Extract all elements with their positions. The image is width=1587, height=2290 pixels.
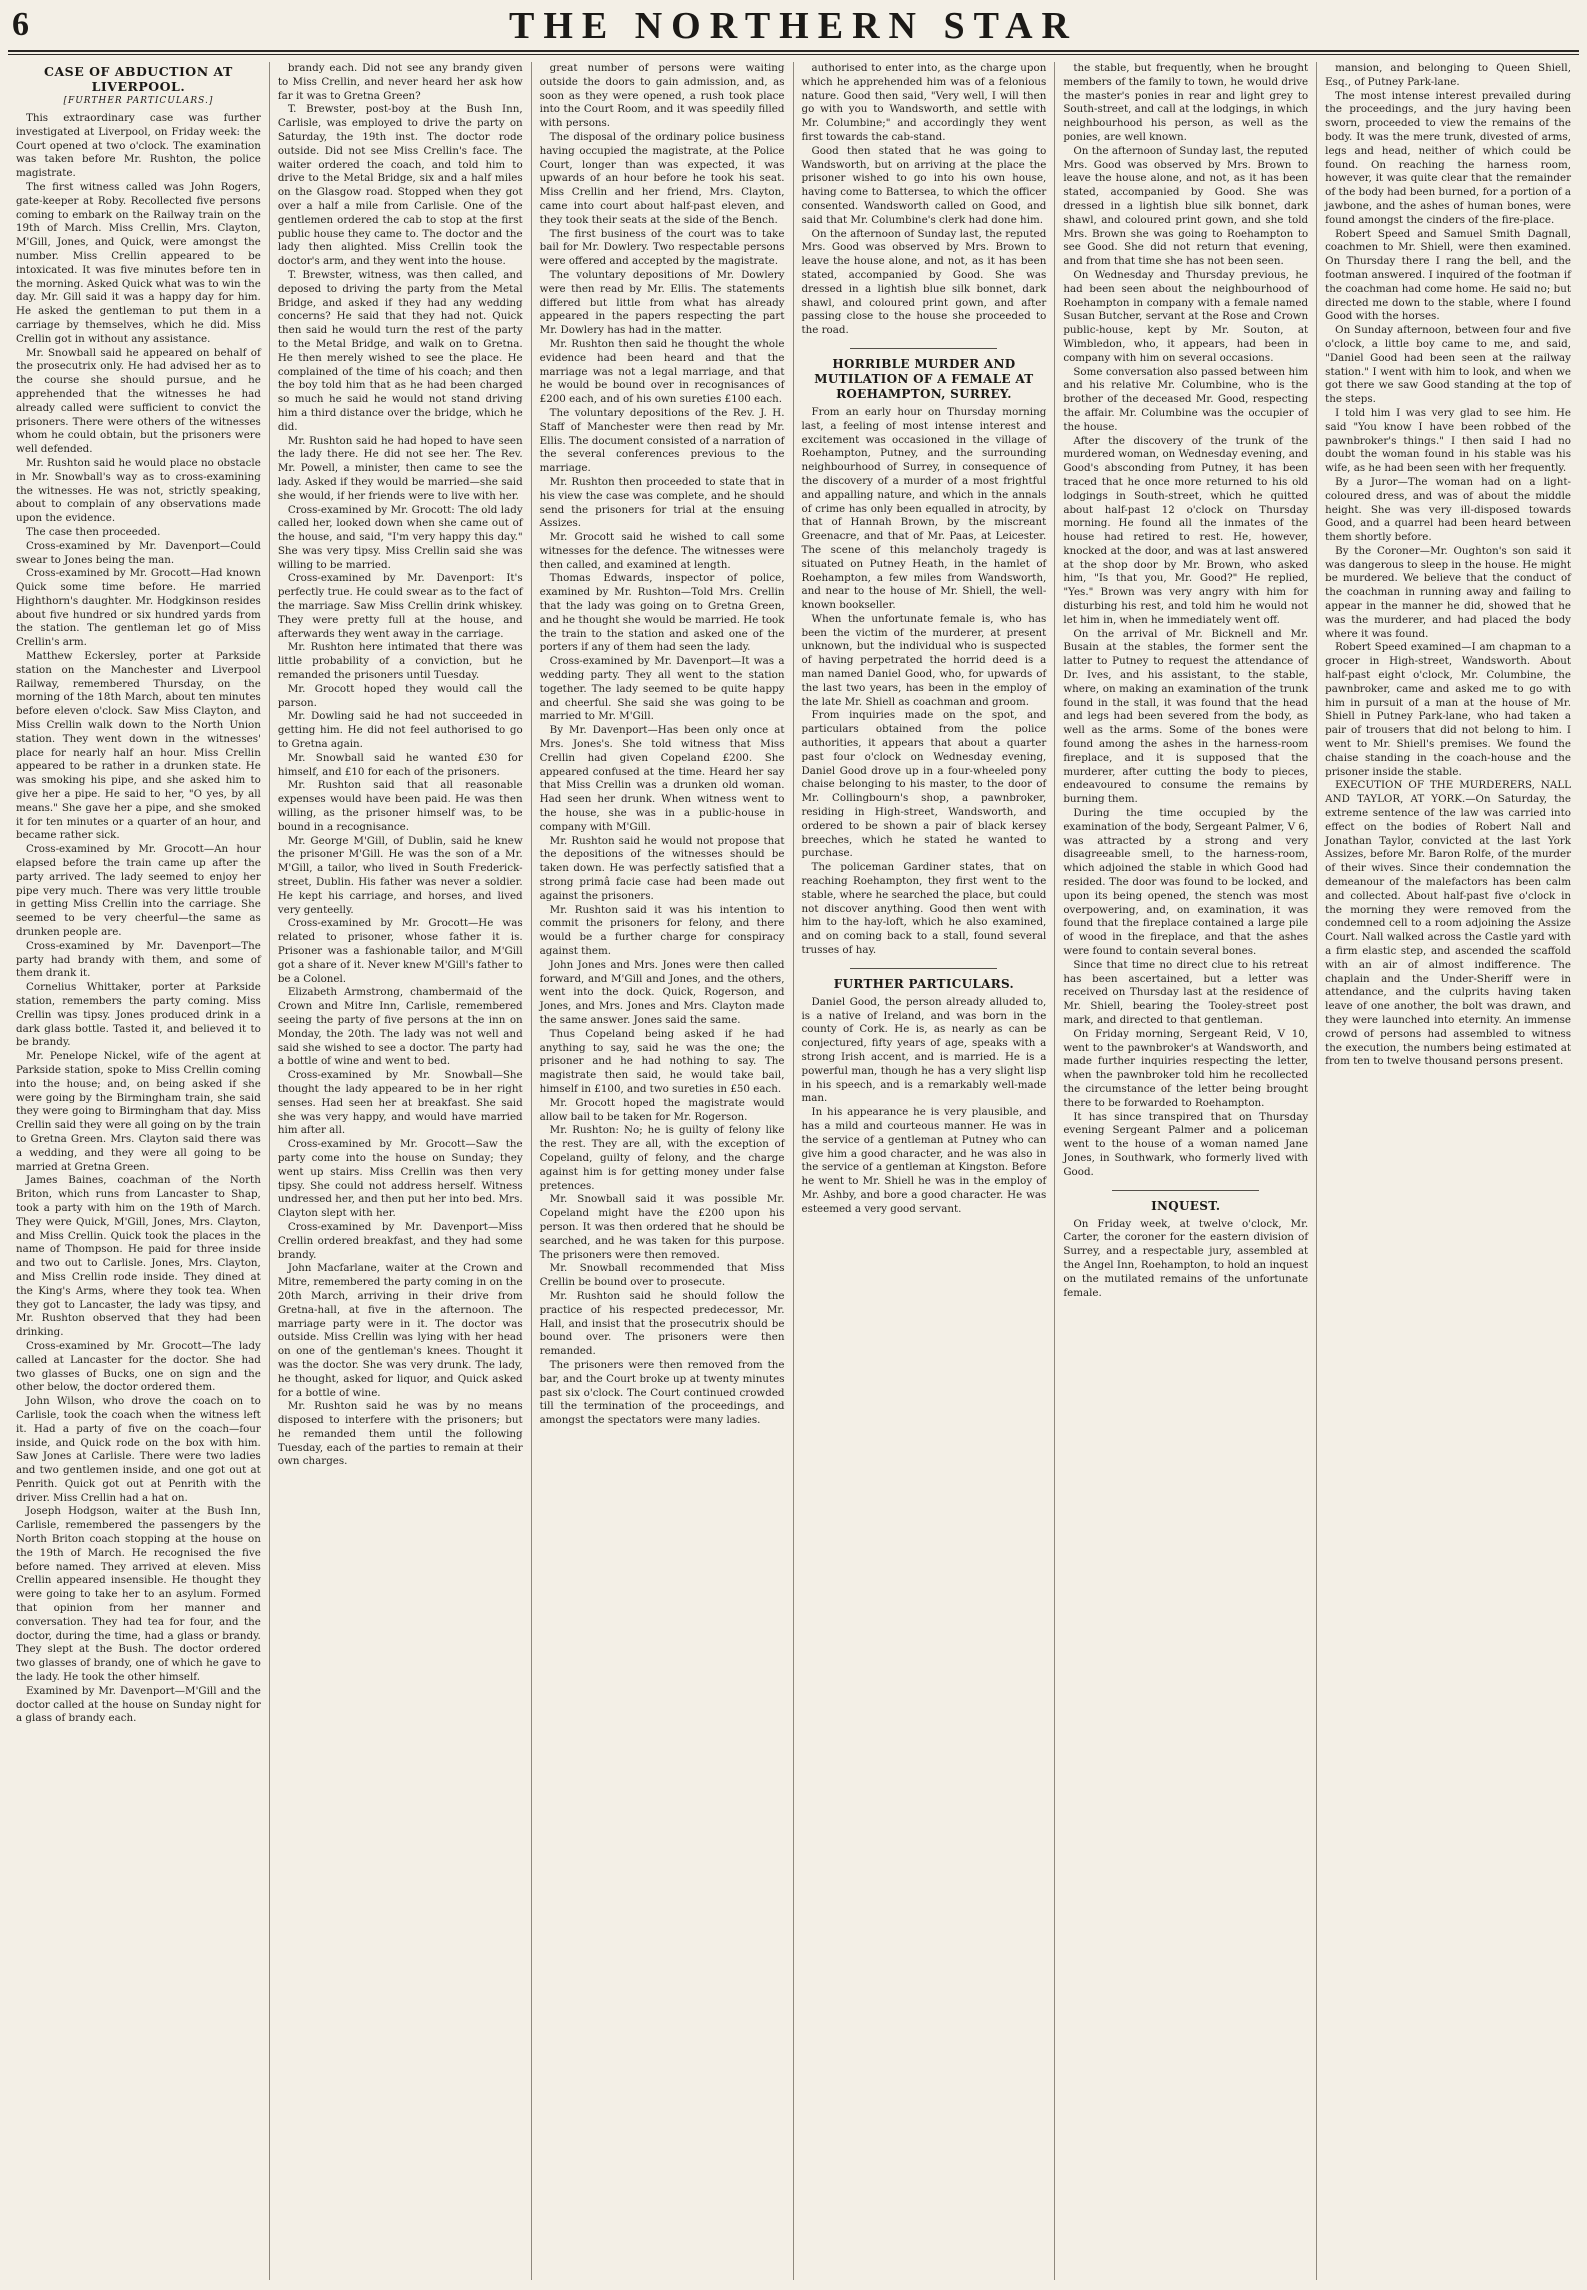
paragraph: Elizabeth Armstrong, chambermaid of the Crown and Mitre Inn, Carlisle, remembered seeing the party of five persons at the inn on Monday, the 20th. The lady was not well and said she wished to see a doctor. The party had a bottle of wine and went to bed. [277,986,523,1068]
paragraph: Examined by Mr. Davenport—M'Gill and the doctor called at the house on Sunday night for a glass of brandy each. [16,1684,261,1725]
paragraph: From an early hour on Thursday morning last, a feeling of most intense interest and excitement was occasioned in the village of Roehampton, Putney, and the surrounding neighbourhood of Surrey, in consequence of the discovery of a murder of a most frightful and appalling nature, and which in the annals of crime has only been equalled in atrocity, by that of Hannah Brown, by the miscreant Greenacre, and that of Mr. Paas, at Leicester. The scene of this melancholy tragedy is situated on Putney Heath, in the hamlet of Roehampton, a few miles from Wandsworth, and near to the house of Mr. Shiell, the well-known bookseller. [801,405,1047,612]
article-headline: CASE OF ABDUCTION AT LIVERPOOL. [44,64,233,94]
paragraph: Some conversation also passed between him and his relative Mr. Columbine, who is the brother of the deceased Mr. Good, respecting the affair. Mr. Columbine was the occupier of the house. [1063,365,1309,433]
paragraph: Cross-examined by Mr. Grocott: The old lady called her, looked down when she came out of the house, and said, "I'm very happy this day." She was very tipsy. Miss Crellin said she was willing to be married. [277,503,523,571]
paragraph: On Friday morning, Sergeant Reid, V 10, went to the pawnbroker's at Wandsworth, and made further inquiries respecting the letter, when the pawnbroker told him he recollected the circumstance of the letter being brought there to be forwarded to Roehampton. [1063,1027,1309,1109]
paragraph: Mr. Rushton then proceeded to state that in his view the case was complete, and he should send the prisoners for trial at the ensuing Assizes. [539,475,785,530]
paragraph: Mr. George M'Gill, of Dublin, said he knew the prisoner M'Gill. He was the son of a Mr. M'Gill, a tailor, who lived in South Frederick-street, Dublin. His father was never a soldier. He kept his carriage, and horses, and lived very genteelly. [277,834,523,916]
paragraph: Mr. Rushton then said he thought the whole evidence had been heard and that the marriage was not a legal marriage, and that he would be bound over in recognisances of £200 each, and of his own sureties £100 each. [539,337,785,406]
paragraph: Mr. Snowball said it was possible Mr. Copeland might have the £200 upon his person. It was then ordered that he should be searched, and he was taken for this purpose. The prisoners were then removed. [539,1193,785,1261]
paragraph: Cross-examined by Mr. Grocott—An hour elapsed before the train came up after the party arrived. The lady seemed to enjoy her pipe very much. There was very little trouble in getting Miss Crellin into the carriage. She seemed to be very cheerful—the same as drunken people are. [16,843,261,939]
paragraph: Mr. Rushton: No; he is guilty of felony like the rest. They are all, with the exception of Copeland, guilty of felony, and the charge against him is for getting money under false pretences. [539,1124,785,1192]
paragraph: Mr. Grocott hoped they would call the parson. [277,682,523,709]
story-headline: HORRIBLE MURDER AND MUTILATION OF A FEMALE AT ROEHAMPTON, SURREY. [814,356,1034,401]
masthead-rule-thin [8,54,1579,55]
paragraph: Mr. Snowball said he appeared on behalf of the prosecutrix only. He had advised her as to the course she should pursue, and he apprehended that the witnesses he had already called were sufficient to convict the prisoners. There were others of the witnesses whom he could obtain, but the prisoners were well defended. [16,346,261,456]
paragraph: Cornelius Whittaker, porter at Parkside station, remembers the party coming. Miss Crellin was tipsy. Jones produced drink in a dark glass bottle. Tasted it, and believed it to be brandy. [16,981,261,1049]
paragraph: The case then proceeded. [26,525,161,538]
paragraph: On the afternoon of Sunday last, the reputed Mrs. Good was observed by Mrs. Brown to leave the house alone, and not, as it has been stated, accompanied by Good. She was dressed in a lightish blue silk bonnet, dark shawl, and coloured print gown, and she told Mrs. Brown she was going to Roehampton to see Good. She did not return that evening, and from that time she has not been seen. [1063,144,1309,268]
section-divider [850,968,997,969]
newspaper-title: THE NORTHERN STAR [508,5,1079,47]
paragraph: This extraordinary case was further investigated at Liverpool, on Friday week: the Court opened at two o'clock. The examination was taken before Mr. Rushton, the police magistrate. [16,112,261,180]
paragraph: Cross-examined by Mr. Grocott—He was related to prisoner, whose father it is. Prisoner was a fashionable tailor, and M'Gill got a share of it. Never knew M'Gill's father to be a Colonel. [277,917,523,985]
paragraph: Mr. Grocott hoped the magistrate would allow bail to be taken for Mr. Rogerson. [539,1096,785,1123]
column-4 [794,62,1056,2280]
section-divider [1112,1190,1259,1191]
paragraph: Mr. Dowling said he had not succeeded in getting him. He did not feel authorised to go to Gretna again. [277,710,523,751]
column-1 [8,62,270,2280]
paragraph: On the afternoon of Sunday last, the reputed Mrs. Good was observed by Mrs. Brown to leave the house alone, and not, as it has been stated, accompanied by Good. She was dressed in a lightish blue silk bonnet, dark shawl, and coloured print gown, and after passing close to the house she proceeded to the road. [801,227,1047,337]
paragraph: When the unfortunate female is, who has been the victim of the murderer, at present unknown, but the individual who is suspected of having perpetrated the horrid deed is a man named Daniel Good, who, for upwards of the last two years, has been in the employ of the late Mr. Shiell as coachman and groom. [801,612,1047,708]
paragraph: Cross-examined by Mr. Snowball—She thought the lady appeared to be in her right senses. Had seen her at breakfast. She said she was very happy, and would have married him after all. [277,1069,523,1137]
paragraph: The voluntary depositions of the Rev. J. H. Staff of Manchester were then read by Mr. Ellis. The document consisted of a narration of the several conferences previous to the marriage. [539,406,785,475]
paragraph: The disposal of the ordinary police business having occupied the magistrate, at the Police Court, longer than was expected, it was upwards of an hour before he took his seat. Miss Crellin and her friend, Mrs. Clayton, came into court about half-past eleven, and they took their seats at the side of the Bench. [539,130,785,226]
paragraph: Mr. Rushton here intimated that there was little probability of a conviction, but he remanded the prisoners until Tuesday. [277,641,523,682]
paragraph: By Mr. Davenport—Has been only once at Mrs. Jones's. She told witness that Miss Crellin had given Copeland £200. She appeared confused at the time. Heard her say that Miss Crellin was a drunken old woman. Had seen her drunk. When witness went to the house, she was in a public-house in company with M'Gill. [539,724,785,833]
paragraph: On Wednesday and Thursday previous, he had been seen about the neighbourhood of Roehampton in company with a female named Susan Butcher, servant at the Rose and Crown public-house, kept by Mr. Souton, at Wimbledon, who, it appears, had been in company with him on several occasions. [1063,268,1309,364]
paragraph: On the arrival of Mr. Bicknell and Mr. Busain at the stables, the former sent the latter to Putney to request the attendance of Dr. Ives, and his assistant, to the stable, where, on making an examination of the trunk found in the stall, it was found that the head and legs had been severed from the body, as well as the arms. Some of the bones were found among the ashes in the harness-room fireplace, and it is supposed that the murderer, after cutting the body to pieces, endeavoured to consume the remains by burning them. [1063,627,1309,806]
paragraph: Cross-examined by Mr. Grocott—The lady called at Lancaster for the doctor. She had two glasses of Bucks, one on sign and the other below, the doctor ordered them. [16,1339,261,1394]
paragraph: T. Brewster, post-boy at the Bush Inn, Carlisle, was employed to drive the party on Saturday, the 19th inst. The doctor rode outside. Did not see Miss Crellin's face. The waiter ordered the coach, and told him to drive to the Metal Bridge, six and a half miles on the Glasgow road. Stopped when they got over a half a mile from Carlisle. One of the gentlemen ordered the cab to stop at the first public house they came to. The doctor and the lady then alighted. Miss Crellin took the doctor's arm, and they went into the house. [277,103,523,268]
paragraph: After the discovery of the trunk of the murdered woman, on Wednesday evening, and Good's absconding from Putney, it has been traced that he once more returned to his old lodgings in South-street, which he quitted about half-past 12 o'clock on Thursday morning. He found all the inmates of the house had retired to rest. He, however, knocked at the door, and was at last answered at the shop door by Mr. Brown, who asked him, "Is that you, Mr. Good?" He replied, "Yes." Brown was very angry with him for disturbing his rest, and told him he would not let him in, when he immediately went off. [1063,434,1309,626]
column-5 [1055,62,1317,2280]
paragraph: During the time occupied by the examination of the body, Sergeant Palmer, V 6, was attracted by a strong and very disagreeable smell, to the harness-room, which adjoined the stable in which Good had resided. The door was found to be locked, and upon its being opened, the stench was most overpowering, and, on examination, it was found that the fireplace contained a large pile of wood in the fireplace, and that the ashes were found to contain several bones. [1063,807,1309,957]
paragraph: T. Brewster, witness, was then called, and deposed to driving the party from the Metal Bridge, and asked if they had any wedding concerns? He said that they had not. Quick then said he would turn the rest of the party to the Metal Bridge, and walk on to Gretna. He then merely wished to see the place. He complained of the time of his coach; and then the boy told him that as he had been charged so much he said he would not stand driving him a third distance over the bridge, which he did. [277,268,523,433]
paragraph: The most intense interest prevailed during the proceedings, and the jury having been sworn, proceeded to view the remains of the body. It was the mere trunk, divested of arms, legs and head, neither of which could be found. On reaching the harness room, however, it was quite clear that the remainder of the body had been burned, for a portion of a jawbone, and the ashes of human bones, were found amongst the cinders of the fire-place. [1325,89,1571,226]
paragraph: James Baines, coachman of the North Briton, which runs from Lancaster to Shap, took a party with him on the 19th of March. They were Quick, M'Gill, Jones, Mrs. Clayton, and Miss Crellin. Quick took the places in the name of Thompson. He paid for three inside and two out to Carlisle. Jones, Mrs. Clayton, and Miss Crellin rode inside. They dined at the King's Arms, where they took tea. When they got to Lancaster, the lady was tipsy, and Mr. Rushton observed that they had been drinking. [16,1174,261,1339]
paragraph: Cross-examined by Mr. Grocott—Saw the party come into the house on Sunday; they went up stairs. Miss Crellin was then very tipsy. She could not address herself. Witness undressed her, and then put her into bed. Mrs. Clayton slept with her. [277,1138,523,1220]
paragraph: Cross-examined by Mr. Davenport: It's perfectly true. He could swear as to the fact of the marriage. Saw Miss Crellin drink whiskey. They were pretty full at the house, and afterwards they went away in the carriage. [277,572,523,640]
paragraph: I told him I was very glad to see him. He said "You know I have been robbed of the pawnbroker's things." I then said I had no doubt the woman found in his stable was his wife, as he had been seen with her frequently. [1325,406,1571,475]
paragraph: From inquiries made on the spot, and particulars obtained from the police authorities, it appears that about a quarter past four o'clock on Wednesday evening, Daniel Good drove up in a four-wheeled pony chaise belonging to his master, to the door of Mr. Collingbourn's shop, a pawnbroker, residing in High-street, Wandsworth, and ordered to be shown a pair of black kersey breeches, which he stated he wanted to purchase. [801,709,1047,860]
paragraph: Mr. Penelope Nickel, wife of the agent at Parkside station, spoke to Miss Crellin coming into the house; and, on being asked if she were going by the Birmingham train, she said they were going to Birmingham that day. Miss Crellin said they were all going on by the train to Gretna Green. Mrs. Clayton said there was a wedding, and they were all going to be married at Gretna Green. [16,1050,261,1173]
paragraph: The first witness called was John Rogers, gate-keeper at Roby. Recollected five persons coming to embark on the Railway train on the 19th of March. Miss Crellin, Mrs. Clayton, M'Gill, Jones, and Quick, were amongst the number. Miss Crellin appeared to be intoxicated. It was five minutes before ten in the morning. Asked Quick what was to win the day. Mr. Gill said it was a happy day for him. He asked the gentleman to put them in a carriage by themselves, which he did. Miss Crellin got in without any assistance. [16,180,261,345]
paragraph: Mr. Rushton said he was by no means disposed to interfere with the prisoners; but he remanded them until the following Tuesday, each of the parties to remain at their own charges. [277,1400,523,1468]
column-grid [8,62,1579,2280]
paragraph: Mr. Rushton said that all reasonable expenses would have been paid. He was then willing, as the prisoner himself was, to be bound in a recognisance. [277,779,523,833]
paragraph: Robert Speed and Samuel Smith Dagnall, coachmen to Mr. Shiell, were then examined. On Thursday there I rang the bell, and the footman answered. I inquired of the footman if the coachman had come home. He said no; but directed me down to the stable, where I found Good with the horses. [1325,227,1571,323]
paragraph: Matthew Eckersley, porter at Parkside station on the Manchester and Liverpool Railway, remembered Thursday, on the morning of the 18th March, about ten minutes before eleven o'clock. Saw Miss Clayton, and Miss Crellin walk down to the North Union station. They went down in the witnesses' place for nearly half an hour. Miss Crellin appeared to be rather in a drunken state. He was smoking his pipe, and she asked him to give her a pipe. He said to her, "O yes, by all means." She gave her a pipe, and she smoked it for ten minutes or a quarter of an hour, and became rather sick. [16,650,261,842]
paragraph: The voluntary depositions of Mr. Dowlery were then read by Mr. Ellis. The statements differed but little from what has already appeared in the papers respecting the part Mr. Dowlery has had in the matter. [539,268,785,337]
paragraph: Thus Copeland being asked if he had anything to say, said he was the one; the prisoner and he had nothing to say. The magistrate then said, he would take bail, himself in £100, and two sureties in £50 each. [539,1027,785,1095]
paragraph: John Jones and Mrs. Jones were then called forward, and M'Gill and Jones, and the others, went into the dock. Quick, Rogerson, and Jones, and Mrs. Jones and Mrs. Clayton made the same answer. Jones said the same. [539,958,785,1026]
paragraph: It has since transpired that on Thursday evening Sergeant Palmer and a policeman went to the house of a woman named Jane Jones, in Southwark, who formerly lived with Good. [1063,1110,1309,1178]
paragraph: Cross-examined by Mr. Davenport—Could swear to Jones being the man. [16,539,261,566]
paragraph: EXECUTION OF THE MURDERERS, NALL AND TAYLOR, AT YORK.—On Saturday, the extreme sentence of the law was carried into effect on the bodies of Robert Nall and Jonathan Taylor, convicted at the last York Assizes, before Mr. Baron Rolfe, of the murder of their wives. Since their condemnation the demeanour of the malefactors has been calm and collected. About half-past five o'clock in the morning they were removed from the condemned cell to a room adjoining the Assize Court. Nall walked across the Castle yard with a firm elastic step, and ascended the scaffold with an air of almost indifference. The chaplain and the Under-Sheriff were in attendance, and the culprits having taken leave of one another, the bolt was drawn, and they were launched into eternity. An immense crowd of persons had assembled to witness the execution, the numbers being estimated at from ten to twelve thousand persons present. [1325,779,1571,1068]
paragraph: Mr. Rushton said he should follow the practice of his respected predecessor, Mr. Hall, and insist that the prosecutrix should be bound over. The prisoners were then remanded. [539,1289,785,1358]
paragraph: Since that time no direct clue to his retreat has been ascertained, but a letter was received on Thursday last at the residence of Mr. Shiell, bearing the Tooley-street post mark, and directed to that gentleman. [1063,958,1309,1026]
paragraph: Mr. Rushton said he had hoped to have seen the lady there. He did not see her. The Rev. Mr. Powell, a minister, then came to see the lady. Asked if they would be married—she said she would, if her friends were to live with her. [277,434,523,502]
paragraph: the stable, but frequently, when he brought members of the family to town, he would drive the master's ponies in rear and light grey to South-street, and call at the lodgings, in which neighbourhood his person, as well as the ponies, are well known. [1063,62,1309,143]
paragraph: Mr. Rushton said he would not propose that the depositions of the witnesses should be taken down. He was perfectly satisfied that a strong primâ facie case had been made out against the prisoners. [539,834,785,902]
paragraph: mansion, and belonging to Queen Shiell, Esq., of Putney Park-lane. [1325,62,1571,88]
paragraph: Daniel Good, the person already alluded to, is a native of Ireland, and was born in the county of Cork. He is, as nearly as can be conjectured, fifty years of age, speaks with a strong Irish accent, and is married. He is a powerful man, though he has a very slight lisp in his speech, and is a remarkably well-made man. [801,995,1047,1105]
paragraph: Joseph Hodgson, waiter at the Bush Inn, Carlisle, remembered the passengers by the North Briton coach stopping at the house on the 19th of March. He recognised the five before named. They arrived at eleven. Miss Crellin appeared insensible. He thought they were going to take her to an asylum. Formed that opinion from her manner and conversation. They had tea for four, and the doctor, during the time, had a glass or brandy. They slept at the Bush. The doctor ordered two glasses of brandy, one of which he gave to the lady. He took the other himself. [16,1505,261,1684]
paragraph: John Wilson, who drove the coach on to Carlisle, took the coach when the witness left it. Had a party of five on the coach—four inside, and Quick rode on the box with him. Saw Jones at Carlisle. There were two ladies and two gentlemen inside, and one got out at Penrith. Quick got out at Penrith with the driver. Miss Crellin had a hat on. [16,1395,261,1504]
paragraph: John Macfarlane, waiter at the Crown and Mitre, remembered the party coming in on the 20th March, arriving in their drive from Gretna-hall, at five in the afternoon. The marriage party were in it. The doctor was outside. Miss Crellin was lying with her head on one of the gentleman's knees. Thought it was the doctor. She was very drunk. The lady, he thought, asked for liquor, and Quick asked for a bottle of wine. [277,1262,523,1399]
story-headline: INQUEST. [1151,1198,1221,1213]
article-subheading: [FURTHER PARTICULARS.] [63,96,214,106]
paragraph: Mr. Snowball recommended that Miss Crellin be bound over to prosecute. [539,1262,785,1289]
paragraph: The prisoners were then removed from the bar, and the Court broke up at twenty minutes past six o'clock. The Court continued crowded till the termination of the proceedings, and amongst the spectators were many ladies. [539,1358,785,1427]
paragraph: Mr. Rushton said it was his intention to commit the prisoners for felony, and there would be a further charge for conspiracy against them. [539,903,785,957]
paragraph: Cross-examined by Mr. Davenport—It was a wedding party. They all went to the station together. The lady seemed to be quite happy and cheerful. She said she was going to be married to Mr. M'Gill. [539,655,785,723]
story-headline: FURTHER PARTICULARS. [833,976,1015,991]
paragraph: Mr. Rushton said he would place no obstacle in Mr. Snowball's way as to cross-examining the witnesses. He was not, strictly speaking, about to complain of any observations made upon the evidence. [16,456,261,525]
paragraph: Robert Speed examined—I am chapman to a grocer in High-street, Wandsworth. About half-past eight o'clock, Mr. Columbine, the pawnbroker, came and asked me to go with him in pursuit of a man at the house of Mr. Shiell in Putney Park-lane, who had taken a pair of trousers that did not belong to him. I went to Mr. Shiell's premises. We found the chaise standing in the coach-house and the prisoner inside the stable. [1325,641,1571,778]
paragraph: Cross-examined by Mr. Grocott—Had known Quick some time before. He married Highthorn's daughter. Mr. Hodgkinson resides about five hundred or six hundred yards from the station. The gentleman let go of Miss Crellin's arm. [16,567,261,649]
paragraph: Thomas Edwards, inspector of police, examined by Mr. Rushton—Told Mrs. Crellin that the lady was going on to Gretna Green, and he thought she would be married. He took the train to the station and asked one of the porters if any of them had seen the lady. [539,572,785,654]
paragraph: On Friday week, at twelve o'clock, Mr. Carter, the coroner for the eastern division of Surrey, and a respectable jury, assembled at the Angel Inn, Roehampton, to hold an inquest on the mutilated remains of the unfortunate female. [1063,1217,1309,1299]
paragraph: In his appearance he is very plausible, and has a mild and courteous manner. He was in the service of a gentleman at Putney who can give him a good character, and he was also in the service of a gentleman at Kingston. Before he went to Mr. Shiell he was in the employ of Mr. Ashby, and bore a good character. He was esteemed a very good servant. [801,1106,1047,1215]
column-2 [270,62,532,2280]
paragraph: The policeman Gardiner states, that on reaching Roehampton, they first went to the stable, where he searched the place, but could not discover anything. Good then went with him to the hay-loft, which he also examined, and on coming back to a stall, found several trusses of hay. [801,861,1047,957]
paragraph: By the Coroner—Mr. Oughton's son said it was dangerous to sleep in the house. He might be murdered. We believe that the conduct of the coachman in running away and failing to appear in the manner he did, showed that he was the murderer, and had placed the body where it was found. [1325,544,1571,640]
masthead-rule [8,50,1579,52]
column-6 [1317,62,1579,2280]
paragraph: Mr. Grocott said he wished to call some witnesses for the defence. The witnesses were then called, and examined at length. [539,531,785,571]
paragraph: The first business of the court was to take bail for Mr. Dowlery. Two respectable persons were offered and accepted by the magistrate. [539,227,785,268]
paragraph: By a Juror—The woman had on a light-coloured dress, and was of about the middle height. She was very ill-disposed towards Good, and a quarrel had been heard between them shortly before. [1325,475,1571,544]
paragraph: Mr. Snowball said he wanted £30 for himself, and £10 for each of the prisoners. [277,751,523,778]
paragraph: great number of persons were waiting outside the doors to gain admission, and, as soon as they were opened, a rush took place into the Court Room, and it was speedily filled with persons. [539,62,785,130]
paragraph: Good then stated that he was going to Wandsworth, but on arriving at the place the prisoner wished to go into his own house, having come to Battersea, to which the officer consented. Wandsworth called on Good, and said that Mr. Columbine's clerk had done him. [801,144,1047,226]
page-number: 6 [12,6,29,43]
paragraph: Cross-examined by Mr. Davenport—Miss Crellin ordered breakfast, and they had some brandy. [277,1220,523,1261]
paragraph: brandy each. Did not see any brandy given to Miss Crellin, and never heard her ask how far it was to Gretna Green? [277,62,523,102]
paragraph: On Sunday afternoon, between four and five o'clock, a little boy came to me, and said, "Daniel Good had been seen at the railway station." I went with him to look, and when we got there we saw Good standing at the top of the steps. [1325,324,1571,406]
column-3 [532,62,794,2280]
paragraph: authorised to enter into, as the charge upon which he apprehended him was of a felonious nature. Good then said, "Very well, I will then go with you to Wandsworth, and settle with Mr. Columbine;" and accordingly they went first towards the cab-stand. [801,62,1047,143]
masthead [0,0,1587,56]
paragraph: Cross-examined by Mr. Davenport—The party had brandy with them, and some of them drank it. [16,939,261,980]
section-divider [850,348,997,349]
